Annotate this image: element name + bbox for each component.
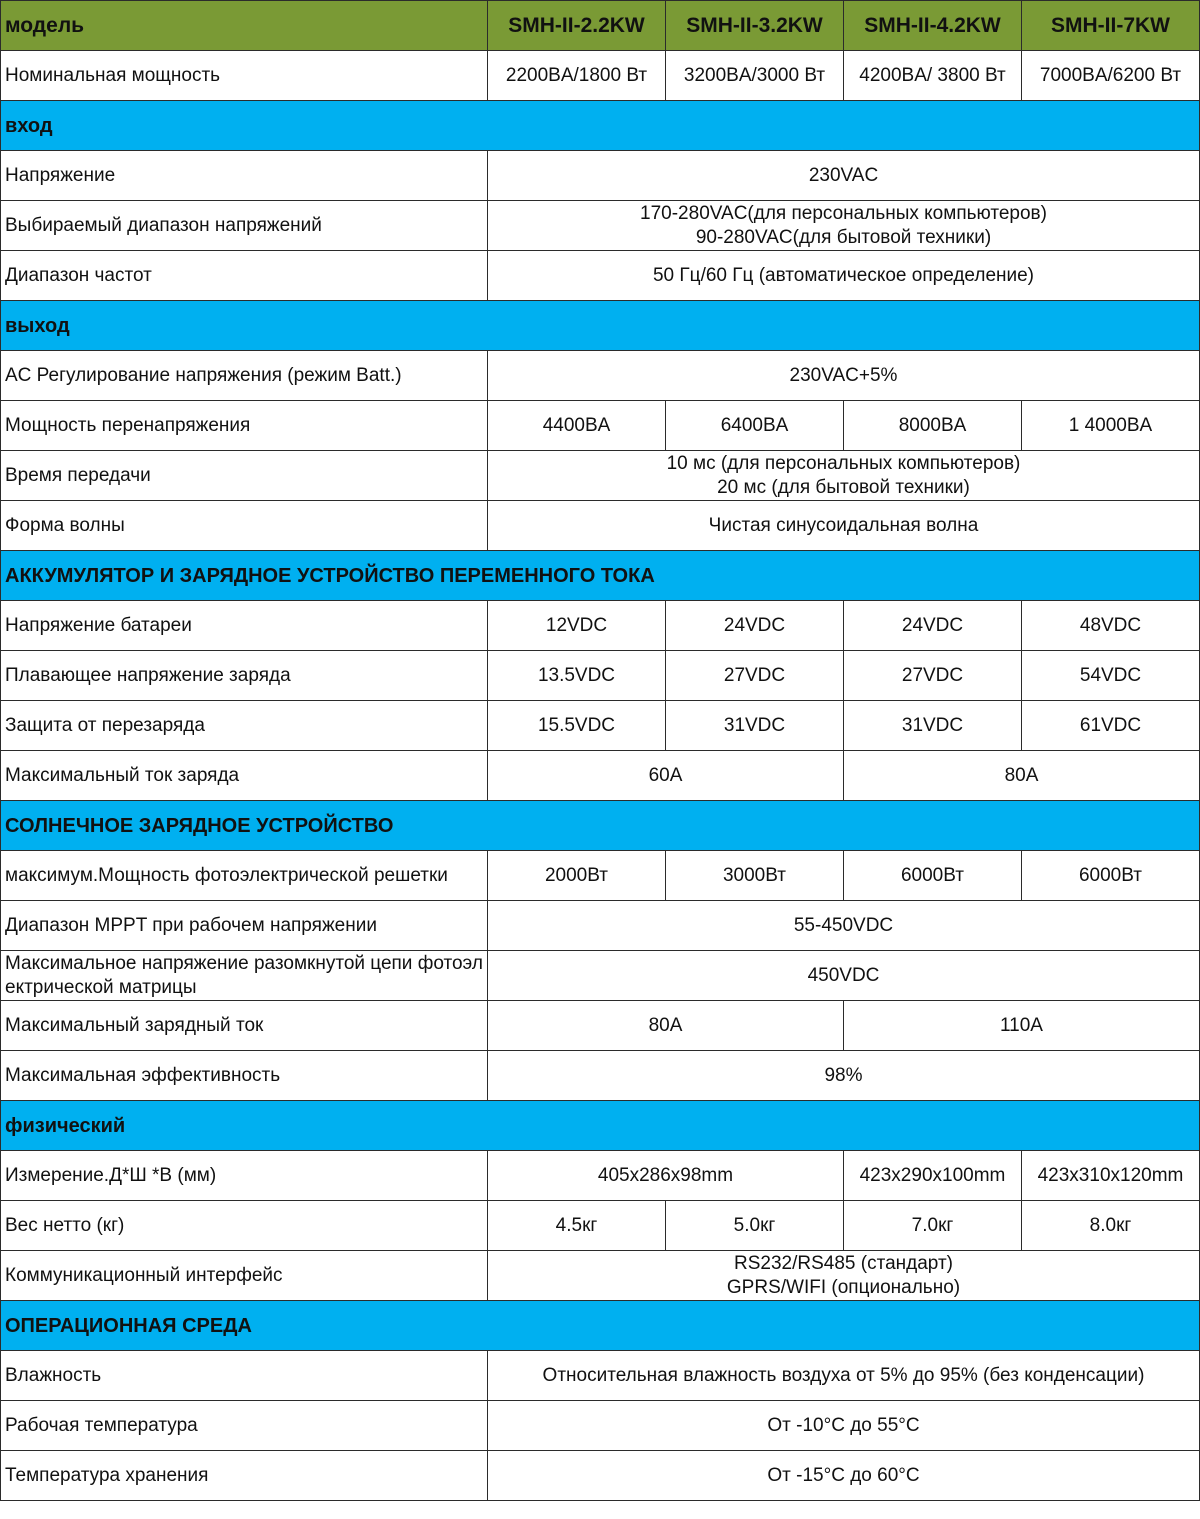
cell-value: 80A	[488, 1001, 844, 1051]
row-label: Максимальный ток заряда	[1, 751, 488, 801]
section-title: выход	[1, 301, 1200, 351]
table-row	[1, 851, 1200, 901]
row-label: Максимальное напряжение разомкнутой цепи фотоэлектрической матрицы	[1, 951, 488, 1001]
cell-line: 20 мс (для бытовой техники)	[717, 476, 970, 498]
row-label: Диапазон MPPT при рабочем напряжении	[1, 901, 488, 951]
section-title: СОЛНЕЧНОЕ ЗАРЯДНОЕ УСТРОЙСТВО	[1, 801, 1200, 851]
row-label: Рабочая температура	[1, 1401, 488, 1451]
row-label: Напряжение	[1, 151, 488, 201]
table-row	[1, 1251, 1200, 1301]
row-label: Плавающее напряжение заряда	[1, 651, 488, 701]
cell-value: Относительная влажность воздуха от 5% до 95% (без конденсации)	[488, 1351, 1200, 1401]
table-row	[1, 901, 1200, 951]
section-title: ОПЕРАЦИОННАЯ СРЕДА	[1, 1301, 1200, 1351]
row-label: Температура хранения	[1, 1451, 488, 1501]
cell-value: 8.0кг	[1022, 1201, 1200, 1251]
cell-value: 450VDC	[488, 951, 1200, 1001]
cell-value: 12VDC	[488, 601, 666, 651]
cell-value: 27VDC	[666, 651, 844, 701]
cell-line: RS232/RS485 (стандарт)	[734, 1252, 953, 1274]
section-header-solar	[1, 801, 1200, 851]
cell-value: 6000Вт	[844, 851, 1022, 901]
cell-value: 4.5кг	[488, 1201, 666, 1251]
cell-line: 170-280VAC(для персональных компьютеров)	[640, 202, 1047, 224]
cell-value: 230VAC+5%	[488, 351, 1200, 401]
cell-value: От -15°C до 60°C	[488, 1451, 1200, 1501]
row-label: AC Регулирование напряжения (режим Batt.)	[1, 351, 488, 401]
table-row	[1, 1001, 1200, 1051]
section-title: АККУМУЛЯТОР И ЗАРЯДНОЕ УСТРОЙСТВО ПЕРЕМЕННОГО ТОКА	[1, 551, 1200, 601]
table-row	[1, 201, 1200, 251]
table-row	[1, 701, 1200, 751]
cell-value: 60A	[488, 751, 844, 801]
cell-value: 24VDC	[666, 601, 844, 651]
section-header-battery	[1, 551, 1200, 601]
cell-line: GPRS/WIFI (опционально)	[726, 1276, 961, 1298]
row-label: Напряжение батареи	[1, 601, 488, 651]
section-title: вход	[1, 101, 1200, 151]
table-row	[1, 501, 1200, 551]
row-label: Диапазон частот	[1, 251, 488, 301]
row-label: Номинальная мощность	[1, 51, 488, 101]
cell-value: 61VDC	[1022, 701, 1200, 751]
cell-value: 31VDC	[666, 701, 844, 751]
cell-value: 2200BA/1800 Вт	[488, 51, 666, 101]
table-row	[1, 351, 1200, 401]
cell-value: 1 4000BA	[1022, 401, 1200, 451]
model-header-row	[1, 1, 1200, 51]
cell-value: 4200BA/ 3800 Вт	[844, 51, 1022, 101]
row-label: Измерение.Д*Ш *В (мм)	[1, 1151, 488, 1201]
table-row	[1, 151, 1200, 201]
table-row	[1, 1051, 1200, 1101]
cell-value	[488, 201, 1200, 251]
row-label: Влажность	[1, 1351, 488, 1401]
table-row	[1, 1451, 1200, 1501]
cell-value: 31VDC	[844, 701, 1022, 751]
model-header-label: модель	[1, 1, 488, 51]
cell-line: 90-280VAC(для бытовой техники)	[695, 226, 992, 248]
cell-value: 48VDC	[1022, 601, 1200, 651]
row-label: Форма волны	[1, 501, 488, 551]
cell-value: 15.5VDC	[488, 701, 666, 751]
table-row	[1, 751, 1200, 801]
table-row	[1, 251, 1200, 301]
table-row	[1, 401, 1200, 451]
cell-value: 423x290x100mm	[844, 1151, 1022, 1201]
section-header-physical	[1, 1101, 1200, 1151]
table-row	[1, 651, 1200, 701]
model-name: SMH-II-3.2KW	[666, 1, 844, 51]
section-header-environment	[1, 1301, 1200, 1351]
cell-value: 8000BA	[844, 401, 1022, 451]
model-name: SMH-II-2.2KW	[488, 1, 666, 51]
table-row	[1, 1201, 1200, 1251]
cell-value	[488, 1251, 1200, 1301]
cell-value: 423x310x120mm	[1022, 1151, 1200, 1201]
section-header-output	[1, 301, 1200, 351]
cell-value: 27VDC	[844, 651, 1022, 701]
cell-value: 7000BA/6200 Вт	[1022, 51, 1200, 101]
table-row	[1, 1151, 1200, 1201]
cell-line: 10 мс (для персональных компьютеров)	[666, 452, 1021, 474]
cell-value: 110A	[844, 1001, 1200, 1051]
table-row	[1, 1351, 1200, 1401]
cell-value: 24VDC	[844, 601, 1022, 651]
row-label: максимум.Мощность фотоэлектрической решетки	[1, 851, 488, 901]
row-label: Защита от перезаряда	[1, 701, 488, 751]
row-label: Максимальный зарядный ток	[1, 1001, 488, 1051]
cell-value: 80A	[844, 751, 1200, 801]
cell-value: От -10°C до 55°C	[488, 1401, 1200, 1451]
row-label: Время передачи	[1, 451, 488, 501]
cell-value: 4400BA	[488, 401, 666, 451]
cell-value: 54VDC	[1022, 651, 1200, 701]
table-row	[1, 1401, 1200, 1451]
cell-value: 13.5VDC	[488, 651, 666, 701]
cell-value: 3000Вт	[666, 851, 844, 901]
row-label: Выбираемый диапазон напряжений	[1, 201, 488, 251]
cell-value: Чистая синусоидальная волна	[488, 501, 1200, 551]
section-header-input	[1, 101, 1200, 151]
cell-value: 6400BA	[666, 401, 844, 451]
section-title: физический	[1, 1101, 1200, 1151]
cell-value	[488, 451, 1200, 501]
model-name: SMH-II-4.2KW	[844, 1, 1022, 51]
table-row	[1, 951, 1200, 1001]
cell-value: 55-450VDC	[488, 901, 1200, 951]
cell-value: 7.0кг	[844, 1201, 1022, 1251]
row-label: Мощность перенапряжения	[1, 401, 488, 451]
cell-value: 5.0кг	[666, 1201, 844, 1251]
model-name: SMH-II-7KW	[1022, 1, 1200, 51]
cell-value: 2000Вт	[488, 851, 666, 901]
table-row	[1, 451, 1200, 501]
cell-value: 405x286x98mm	[488, 1151, 844, 1201]
cell-value: 98%	[488, 1051, 1200, 1101]
table-row	[1, 601, 1200, 651]
row-label: Коммуникационный интерфейс	[1, 1251, 488, 1301]
cell-value: 50 Гц/60 Гц (автоматическое определение)	[488, 251, 1200, 301]
row-label: Максимальная эффективность	[1, 1051, 488, 1101]
cell-value: 230VAC	[488, 151, 1200, 201]
cell-value: 6000Вт	[1022, 851, 1200, 901]
table-row	[1, 51, 1200, 101]
row-label: Вес нетто (кг)	[1, 1201, 488, 1251]
cell-value: 3200BA/3000 Вт	[666, 51, 844, 101]
